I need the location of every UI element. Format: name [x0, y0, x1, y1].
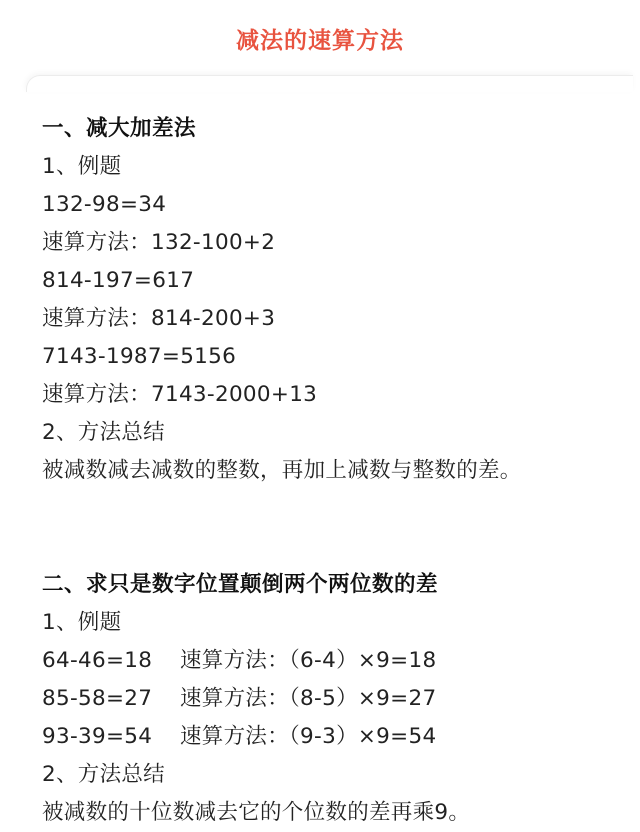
card-edge: [26, 75, 633, 92]
section2-example-row: [42, 642, 632, 680]
example-equation: 64-46=18: [42, 648, 153, 673]
section1-example-line: 132-98=34: [42, 192, 167, 217]
section1-summary-label: 2、方法总结: [42, 420, 165, 445]
section2-example-row: [42, 718, 632, 756]
section1-example-line: 速算方法：814-200+3: [42, 306, 276, 331]
spacer: [42, 490, 632, 528]
example-equation: 85-58=27: [42, 686, 153, 711]
section1-example-line: 速算方法：132-100+2: [42, 230, 276, 255]
example-method: 速算方法：（6-4）×9=18: [180, 648, 437, 673]
section2-summary-text: 被减数的十位数减去它的个位数的差再乘9。: [42, 800, 471, 825]
section1-example-line: 814-197=617: [42, 268, 195, 293]
spacer: [42, 528, 632, 566]
section1-example-line: 速算方法：7143-2000+13: [42, 382, 318, 407]
section1-heading: 一、减大加差法: [42, 116, 197, 141]
section1-example-line: 7143-1987=5156: [42, 344, 237, 369]
example-equation: 93-39=54: [42, 724, 153, 749]
example-method: 速算方法：（8-5）×9=27: [180, 686, 437, 711]
article-body: [42, 110, 632, 832]
section2-example-label: 1、例题: [42, 610, 122, 635]
example-method: 速算方法：（9-3）×9=54: [180, 724, 437, 749]
section2-summary-label: 2、方法总结: [42, 762, 165, 787]
page-title: 减法的速算方法: [236, 28, 404, 54]
section1-summary-text: 被减数减去减数的整数，再加上减数与整数的差。: [42, 458, 522, 483]
section2-example-row: [42, 680, 632, 718]
section2-heading: 二、求只是数字位置颠倒两个两位数的差: [42, 572, 439, 597]
section1-example-label: 1、例题: [42, 154, 122, 179]
